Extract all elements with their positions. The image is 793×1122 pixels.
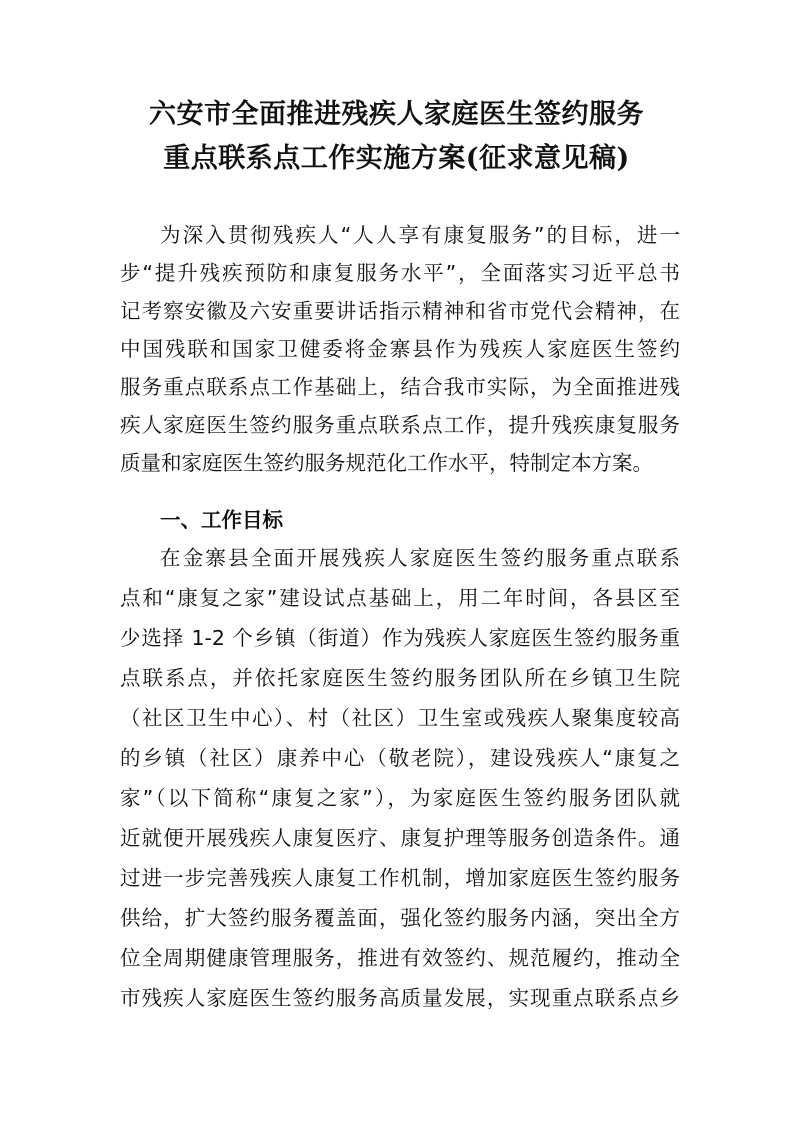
section-paragraph-line: 的乡镇（社区）康养中心（敬老院），建设残疾人“康复之 bbox=[120, 746, 680, 770]
section-paragraph-line: 近就便开展残疾人康复医疗、康复护理等服务创造条件。通 bbox=[120, 826, 680, 850]
section-heading: 一、工作目标 bbox=[160, 508, 283, 532]
intro-paragraph-line: 记考察安徽及六安重要讲话指示精神和省市党代会精神，在 bbox=[120, 299, 680, 323]
document-title-line-2: 重点联系点工作实施方案(征求意见稿) bbox=[163, 143, 630, 174]
section-paragraph-line: 少选择 1-2 个乡镇（街道）作为残疾人家庭医生签约服务重 bbox=[120, 626, 680, 650]
section-paragraph-line: 在金寨县全面开展残疾人家庭医生签约服务重点联系 bbox=[160, 546, 680, 570]
intro-paragraph-line: 服务重点联系点工作基础上，结合我市实际，为全面推进残 bbox=[120, 375, 680, 399]
section-paragraph-line: 点联系点，并依托家庭医生签约服务团队所在乡镇卫生院 bbox=[120, 666, 680, 690]
section-paragraph-line: 市残疾人家庭医生签约服务高质量发展，实现重点联系点乡 bbox=[120, 986, 680, 1010]
section-paragraph-line: 家”（以下简称“康复之家”），为家庭医生签约服务团队就 bbox=[120, 786, 680, 810]
intro-paragraph-line: 质量和家庭医生签约服务规范化工作水平，特制定本方案。 bbox=[120, 451, 653, 475]
section-paragraph-line: 位全周期健康管理服务，推进有效签约、规范履约，推动全 bbox=[120, 946, 680, 970]
section-paragraph-line: 点和“康复之家”建设试点基础上，用二年时间，各县区至 bbox=[120, 586, 680, 610]
section-paragraph-line: 供给，扩大签约服务覆盖面，强化签约服务内涵，突出全方 bbox=[120, 906, 680, 930]
intro-paragraph-line: 为深入贯彻残疾人“人人享有康复服务”的目标，进一 bbox=[160, 223, 680, 247]
document-title-line-1: 六安市全面推进残疾人家庭医生签约服务 bbox=[149, 99, 644, 130]
section-paragraph-line: 过进一步完善残疾人康复工作机制，增加家庭医生签约服务 bbox=[120, 866, 680, 890]
intro-paragraph-line: 步“提升残疾预防和康复服务水平”，全面落实习近平总书 bbox=[120, 261, 680, 285]
intro-paragraph-line: 疾人家庭医生签约服务重点联系点工作，提升残疾康复服务 bbox=[120, 413, 680, 437]
intro-paragraph-line: 中国残联和国家卫健委将金寨县作为残疾人家庭医生签约 bbox=[120, 337, 680, 361]
section-paragraph-line: （社区卫生中心）、村（社区）卫生室或残疾人聚集度较高 bbox=[120, 706, 680, 730]
